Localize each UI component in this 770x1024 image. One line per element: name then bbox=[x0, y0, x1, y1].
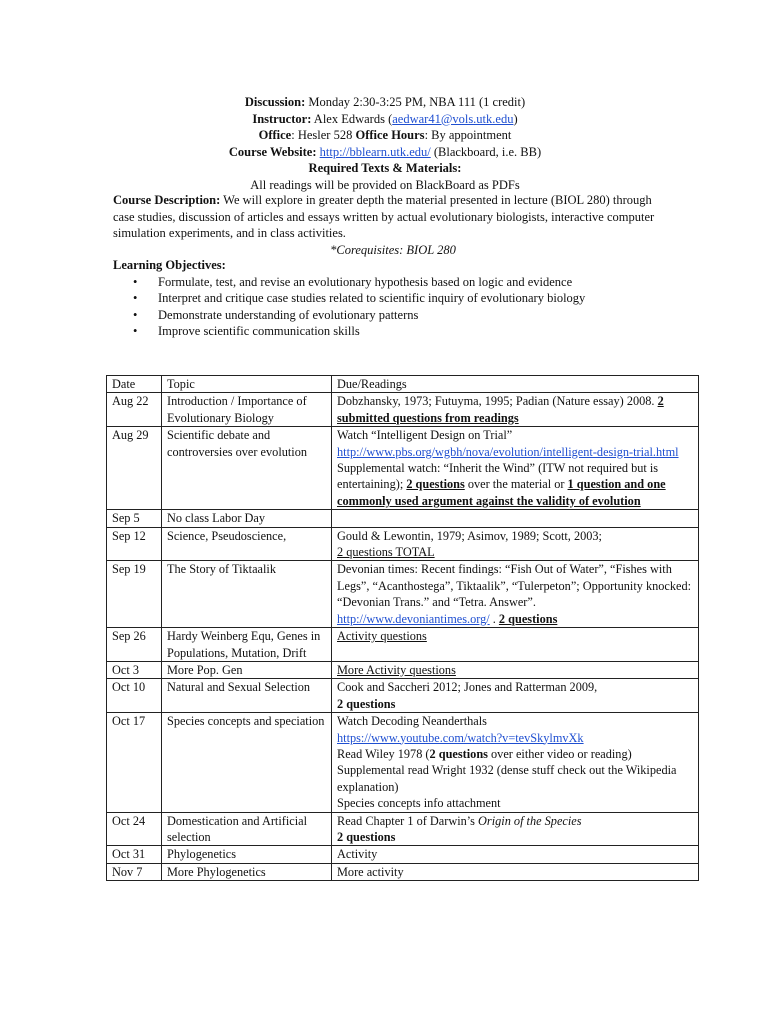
row-due: More Activity questions bbox=[332, 661, 699, 678]
table-row bbox=[107, 427, 699, 510]
row-due: Read Chapter 1 of Darwin’s Origin of the Species 2 questions bbox=[332, 812, 699, 846]
course-website-link[interactable]: http://bblearn.utk.edu/ bbox=[319, 144, 431, 159]
row-date: Oct 24 bbox=[107, 812, 162, 846]
table-row bbox=[107, 679, 699, 713]
row-date: Oct 10 bbox=[107, 679, 162, 713]
objectives-heading: Learning Objectives: bbox=[113, 258, 226, 272]
header-date: Date bbox=[107, 376, 162, 393]
header-topic: Topic bbox=[162, 376, 332, 393]
row-topic: No class Labor Day bbox=[162, 510, 332, 527]
row-due: Watch “Intelligent Design on Trial” http://www.pbs.org/wgbh/nova/evolution/intelligent-design-trial.html Supplemental watch: “Inherit the Wind” (ITW not required but is entertaining); 2 questions over the material or 1 question and one commonly used argument against the validity of evolution bbox=[332, 427, 699, 510]
row-due: Dobzhansky, 1973; Futuyma, 1995; Padian (Nature essay) 2008. 2 submitted questions from readings bbox=[332, 393, 699, 427]
objective-item: • Formulate, test, and revise an evolutionary hypothesis based on logic and evidence bbox=[113, 274, 693, 291]
row-topic: Introduction / Importance of Evolutionary Biology bbox=[162, 393, 332, 427]
description-paragraph: Course Description: We will explore in greater depth the material presented in lecture (BIOL 280) through case studies, discussion of articles and essays written by actual evolutionary biologists, interactive computer simulation experiments, and in class activities. bbox=[113, 193, 655, 240]
row-topic: More Phylogenetics bbox=[162, 863, 332, 880]
row-due: More activity bbox=[332, 863, 699, 880]
learning-objectives bbox=[113, 257, 693, 340]
row-date: Oct 17 bbox=[107, 713, 162, 812]
row-due: Gould & Lewontin, 1979; Asimov, 1989; Scott, 2003; 2 questions TOTAL bbox=[332, 527, 699, 561]
instructor-email-link[interactable]: aedwar41@vols.utk.edu bbox=[392, 111, 514, 126]
objectives-list bbox=[113, 274, 693, 340]
row-due: Watch Decoding Neanderthals https://www.youtube.com/watch?v=tevSkylmvXk Read Wiley 1978 (2 questions over either video or reading) Supplemental read Wright 1932 (dense stuff check out the Wikipedia explanation) Species concepts info attachment bbox=[332, 713, 699, 812]
pbs-nova-link[interactable]: http://www.pbs.org/wgbh/nova/evolution/intelligent-design-trial.html bbox=[337, 444, 679, 459]
row-date: Sep 26 bbox=[107, 628, 162, 662]
discussion-line: Discussion: Monday 2:30-3:25 PM, NBA 111 (1 credit) bbox=[244, 95, 526, 109]
row-due: Devonian times: Recent findings: “Fish Out of Water”, “Fishes with Legs”, “Acanthostega”, Tiktaalik”, “Tulerpeton”; Opportunity knocked: “Devonian Trans.” and “Tetra. Answer”. http://www.devoniantimes.org/ . 2 questions bbox=[332, 561, 699, 628]
schedule-table bbox=[106, 375, 699, 881]
objective-item: • Demonstrate understanding of evolutionary patterns bbox=[113, 307, 693, 324]
table-row bbox=[107, 661, 699, 678]
texts-value: All readings will be provided on BlackBoard as PDFs bbox=[250, 177, 520, 192]
row-topic: Hardy Weinberg Equ, Genes in Populations, Mutation, Drift bbox=[162, 628, 332, 662]
instructor-line: Instructor: Alex Edwards (aedwar41@vols.utk.edu) bbox=[252, 111, 518, 126]
office-line: Office: Hesler 528 Office Hours: By appointment bbox=[258, 128, 512, 142]
table-row bbox=[107, 812, 699, 846]
row-date: Oct 3 bbox=[107, 661, 162, 678]
row-due bbox=[332, 510, 699, 527]
row-topic: Science, Pseudoscience, bbox=[162, 527, 332, 561]
table-row bbox=[107, 510, 699, 527]
course-header bbox=[0, 94, 770, 193]
row-date: Sep 5 bbox=[107, 510, 162, 527]
header-due: Due/Readings bbox=[332, 376, 699, 393]
row-topic: Species concepts and speciation bbox=[162, 713, 332, 812]
devonian-times-link[interactable]: http://www.devoniantimes.org/ bbox=[337, 611, 490, 626]
website-line: Course Website: http://bblearn.utk.edu/ (Blackboard, i.e. BB) bbox=[228, 144, 542, 159]
row-date: Sep 12 bbox=[107, 527, 162, 561]
table-row bbox=[107, 863, 699, 880]
youtube-video-link[interactable]: https://www.youtube.com/watch?v=tevSkylmvXk bbox=[337, 730, 584, 745]
objective-item: • Interpret and critique case studies related to scientific inquiry of evolutionary biology bbox=[113, 290, 693, 307]
row-topic: The Story of Tiktaalik bbox=[162, 561, 332, 628]
corequisites: *Corequisites: BIOL 280 bbox=[330, 242, 456, 257]
table-header-row bbox=[107, 376, 699, 393]
row-topic: More Pop. Gen bbox=[162, 661, 332, 678]
row-date: Sep 19 bbox=[107, 561, 162, 628]
table-row bbox=[107, 561, 699, 628]
row-date: Oct 31 bbox=[107, 846, 162, 863]
row-due: Activity questions bbox=[332, 628, 699, 662]
table-row bbox=[107, 393, 699, 427]
texts-heading: Required Texts & Materials: bbox=[308, 161, 462, 175]
course-description bbox=[113, 192, 673, 258]
table-row bbox=[107, 713, 699, 812]
row-date: Nov 7 bbox=[107, 863, 162, 880]
row-due: Activity bbox=[332, 846, 699, 863]
row-due: Cook and Saccheri 2012; Jones and Ratterman 2009, 2 questions bbox=[332, 679, 699, 713]
row-topic: Scientific debate and controversies over evolution bbox=[162, 427, 332, 510]
table-row bbox=[107, 628, 699, 662]
row-date: Aug 22 bbox=[107, 393, 162, 427]
row-topic: Domestication and Artificial selection bbox=[162, 812, 332, 846]
table-row bbox=[107, 527, 699, 561]
row-date: Aug 29 bbox=[107, 427, 162, 510]
table-row bbox=[107, 846, 699, 863]
row-topic: Natural and Sexual Selection bbox=[162, 679, 332, 713]
row-topic: Phylogenetics bbox=[162, 846, 332, 863]
objective-item: • Improve scientific communication skills bbox=[113, 323, 693, 340]
